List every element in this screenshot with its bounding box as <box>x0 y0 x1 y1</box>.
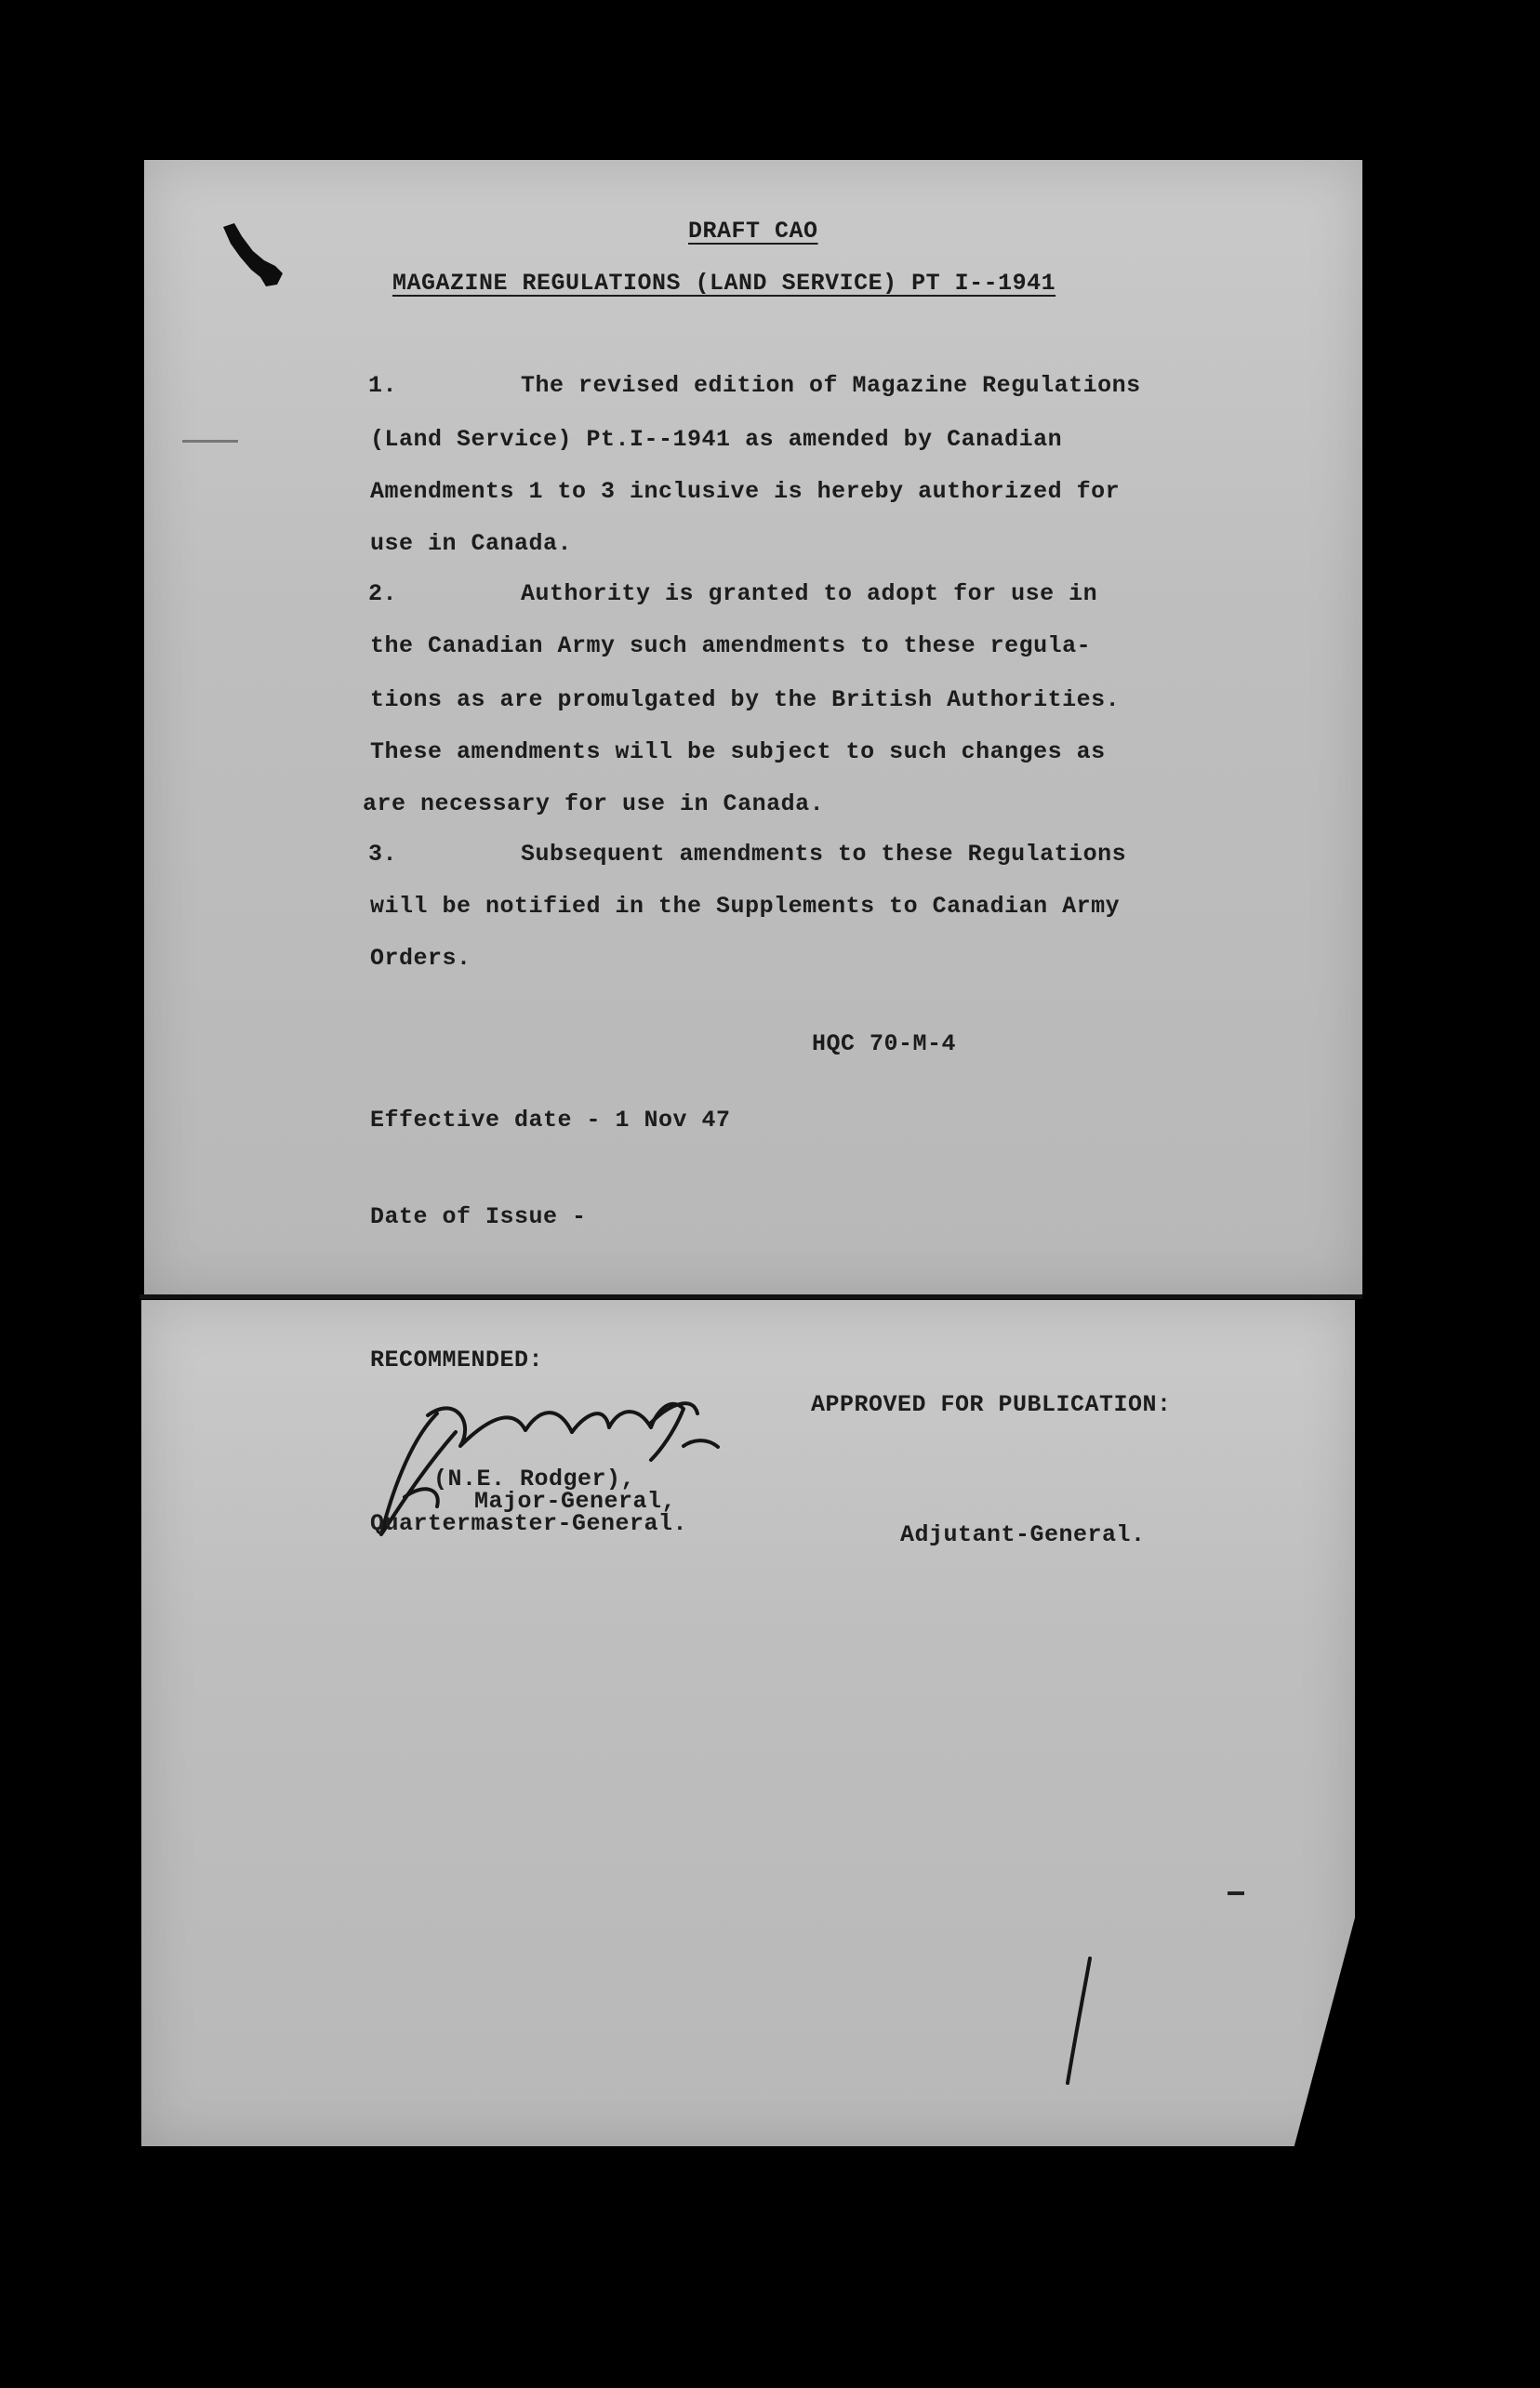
file-reference: HQC 70-M-4 <box>812 1030 957 1057</box>
recommended-label: RECOMMENDED: <box>370 1347 544 1373</box>
recommender-name: (N.E. Rodger), <box>433 1466 636 1492</box>
approved-label: APPROVED FOR PUBLICATION: <box>811 1391 1172 1418</box>
document-page-upper <box>144 160 1362 1296</box>
recommender-rank: Major-General, <box>474 1488 677 1515</box>
paragraph-2-line: are necessary for use in Canada. <box>363 790 825 817</box>
paragraph-2-number: 2. <box>368 580 398 607</box>
paragraph-1-line: The revised edition of Magazine Regulations <box>521 372 1141 399</box>
paragraph-2-line: tions as are promulgated by the British Authorities. <box>370 686 1121 713</box>
ink-blot-mark <box>216 219 299 294</box>
recommender-title: Quartermaster-General. <box>370 1510 688 1537</box>
subject-heading: MAGAZINE REGULATIONS (LAND SERVICE) PT I--1941 <box>392 270 1056 297</box>
document-page-lower <box>141 1300 1355 2146</box>
margin-mark <box>182 440 238 443</box>
paragraph-1-line: (Land Service) Pt.I--1941 as amended by Canadian <box>370 426 1063 453</box>
page-fold-line <box>139 1294 1362 1299</box>
effective-date: Effective date - 1 Nov 47 <box>370 1107 731 1134</box>
pen-stroke-mark <box>1060 1953 1097 2092</box>
draft-heading: DRAFT CAO <box>688 218 818 245</box>
paragraph-3-number: 3. <box>368 841 398 868</box>
paragraph-3-line: Subsequent amendments to these Regulations <box>521 841 1127 868</box>
margin-mark <box>1228 1891 1244 1895</box>
approver-title: Adjutant-General. <box>900 1521 1146 1548</box>
paragraph-1-line: use in Canada. <box>370 530 573 557</box>
paragraph-2-line: These amendments will be subject to such changes as <box>370 738 1106 765</box>
paragraph-1-number: 1. <box>368 372 398 399</box>
paragraph-1-line: Amendments 1 to 3 inclusive is hereby authorized for <box>370 478 1121 505</box>
paragraph-2-line: Authority is granted to adopt for use in <box>521 580 1098 607</box>
paragraph-3-line: Orders. <box>370 945 471 972</box>
paragraph-3-line: will be notified in the Supplements to Canadian Army <box>370 893 1121 920</box>
paragraph-2-line: the Canadian Army such amendments to these regula- <box>370 632 1092 659</box>
date-of-issue: Date of Issue - <box>370 1203 587 1230</box>
